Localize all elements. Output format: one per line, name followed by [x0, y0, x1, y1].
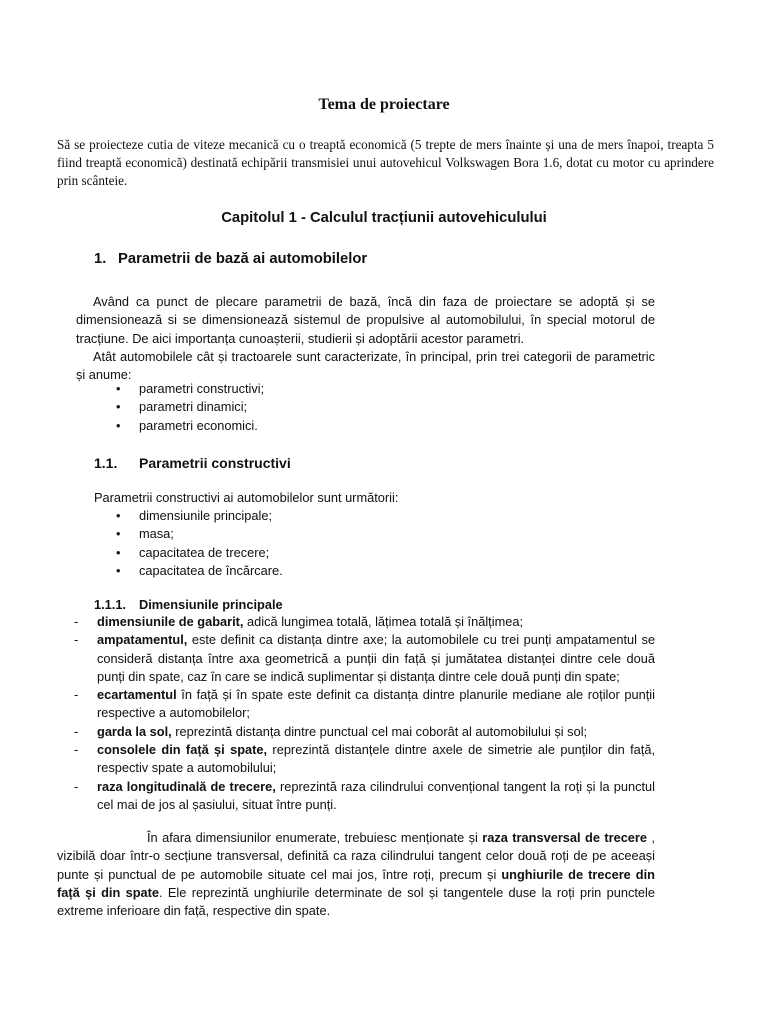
- dimensions-list: [57, 613, 655, 814]
- list-item: • masa;: [76, 525, 283, 543]
- chapter-title: Capitolul 1 - Calculul tracțiunii autovehiculului: [221, 210, 547, 226]
- paragraph: Având ca punct de plecare parametrii de bază, încă din faza de proiectare se adoptă și se dimensionează si se dimensionează sistemul de propulsive al automobilului, în special motorul de tracțiune. De aici importanța cunoașterii, studierii și adoptării acestor parametri.: [76, 294, 655, 346]
- text: În afara dimensiunilor enumerate, trebuiesc menționate și: [147, 830, 483, 845]
- section-1-text: [76, 293, 655, 384]
- text: . Ele reprezintă unghiurile determinate de sol și tangentele duse la roți prin punctele extreme inferioare din față, respective din spate.: [57, 884, 656, 919]
- term: garda la sol,: [97, 723, 172, 739]
- list-item: [57, 778, 655, 815]
- list-item: [57, 723, 655, 741]
- document-title: Tema de proiectare: [318, 96, 450, 113]
- list-item: • capacitatea de încărcare.: [76, 562, 283, 580]
- constructive-parameters-list: [76, 507, 283, 580]
- section-heading-1-1: [94, 455, 291, 471]
- section-number: 1.1.: [94, 455, 118, 471]
- term: unghiurile de trecere din față și din spate: [57, 866, 656, 900]
- term: raza transversal de trecere: [482, 830, 648, 845]
- list-item: [57, 686, 655, 723]
- term: ecartamentul: [97, 687, 177, 703]
- list-item: [57, 741, 655, 778]
- section-title: Parametrii de bază ai automobilelor: [118, 251, 368, 267]
- section-heading-1: [94, 251, 367, 267]
- definition: reprezintă distanța dintre punctual cel mai coborât al automobilului și sol;: [171, 723, 588, 739]
- closing-paragraph: [57, 829, 655, 920]
- definition: este definit ca distanța dintre axe; la automobilele cu trei punți ampatamentul se consideră distanța între axa geometrică a punții din față și jumătatea distanței dintre cele două punți din spate, caz în care se indică suplimentar și distanța dintre cele două punți din spate;: [97, 632, 655, 684]
- list-item: • parametri constructivi;: [76, 380, 264, 398]
- parameter-categories-list: [76, 380, 264, 435]
- section-number: 1.1.1.: [94, 597, 127, 612]
- intro-paragraph: Să se proiecteze cutia de viteze mecanică cu o treaptă economică (5 trepte de mers înainte și una de mers înapoi, treapta 5 fiind treaptă economică) destinată echipării transmisiei unui autovehicul Volkswagen Bora 1.6, dotat cu motor cu aprindere prin scânteie.: [57, 137, 714, 188]
- section-number: 1.: [94, 251, 107, 267]
- definition: în față și în spate este definit ca distanța dintre planurile mediane ale roților punții respective a automobilelor;: [97, 687, 655, 721]
- list-item: [57, 631, 655, 686]
- term: raza longitudinală de trecere,: [97, 778, 276, 794]
- section-title: Dimensiunile principale: [139, 597, 283, 612]
- list-item: [57, 613, 655, 631]
- definition: reprezintă raza cilindrului convențional tangent la roți și la punctul cel mai de jos al șasiului, situat între punți.: [97, 778, 656, 812]
- term: consolele din față și spate,: [97, 742, 268, 758]
- section-heading-1-1-1: [94, 597, 283, 612]
- term: ampatamentul,: [97, 632, 188, 648]
- definition: reprezintă distanțele dintre axele de simetrie ale punților din față, respectiv spate a automobilului;: [97, 742, 656, 776]
- list-item: • capacitatea de trecere;: [76, 544, 283, 562]
- list-item: • parametri economici.: [76, 417, 264, 435]
- text: , vizibilă doar într-o secțiune transversal, definită ca raza cilindrului tangent celor două roți de pe aceeași punte și punctual de pe automobile situate cel mai jos, între roți, precum și: [57, 830, 655, 882]
- term: dimensiunile de gabarit,: [97, 614, 244, 629]
- list-item: • dimensiunile principale;: [76, 507, 283, 525]
- section-title: Parametrii constructivi: [139, 455, 291, 471]
- definition: adică lungimea totală, lățimea totală și înălțimea;: [243, 614, 524, 629]
- section-1-1-intro: Parametrii constructivi ai automobilelor sunt următorii:: [94, 490, 399, 505]
- paragraph: Atât automobilele cât și tractoarele sunt caracterizate, în principal, prin trei categorii de parametric și anume:: [76, 348, 655, 383]
- list-item: • parametri dinamici;: [76, 398, 264, 416]
